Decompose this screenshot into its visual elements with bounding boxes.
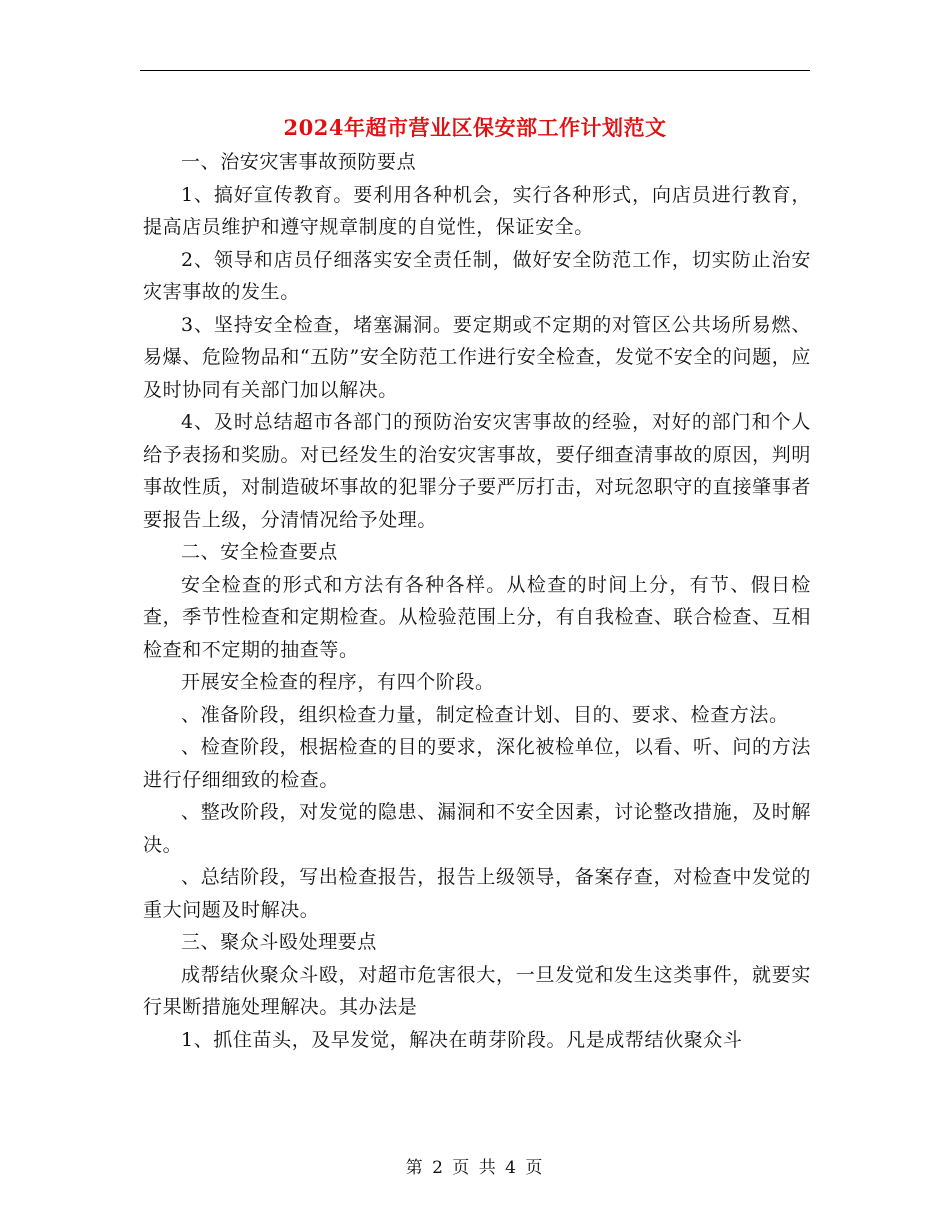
paragraph: 开展安全检查的程序，有四个阶段。 [181, 671, 495, 693]
paragraph: 一、治安灾害事故预防要点 [181, 151, 417, 173]
paragraph: 二、安全检查要点 [181, 541, 338, 563]
document-title: 2024年超市营业区保安部工作计划范文 [283, 115, 667, 140]
paragraph: 、总结阶段，写出检查报告，报告上级领导，备案存查，对检查中发觉的重大问题及时解决。 [143, 866, 811, 921]
paragraph: 安全检查的形式和方法有各种各样。从检查的时间上分，有节、假日检查，季节性检查和定期检查。从检验范围上分，有自我检查、联合检查、互相检查和不定期的抽查等。 [143, 573, 811, 661]
document-body [143, 146, 811, 1056]
paragraph: 、整改阶段，对发觉的隐患、漏洞和不安全因素，讨论整改措施，及时解决。 [143, 801, 811, 856]
paragraph: 、准备阶段，组织检查力量，制定检查计划、目的、要求、检查方法。 [181, 703, 789, 726]
paragraph: 1、搞好宣传教育。要利用各种机会，实行各种形式，向店员进行教育，提高店员维护和遵守规章制度的自觉性，保证安全。 [143, 183, 811, 238]
paragraph: 1、抓住苗头，及早发觉，解决在萌芽阶段。凡是成帮结伙聚众斗 [181, 1028, 743, 1051]
paragraph: 三、聚众斗殴处理要点 [181, 931, 378, 953]
paragraph: 3、坚持安全检查，堵塞漏洞。要定期或不定期的对管区公共场所易燃、易爆、危险物品和“五防”安全防范工作进行安全检查，发觉不安全的问题，应及时协同有关部门加以解决。 [143, 313, 811, 401]
header-rule [140, 70, 810, 71]
paragraph: 、检查阶段，根据检查的目的要求，深化被检单位，以看、听、问的方法进行仔细细致的检查。 [143, 736, 811, 791]
paragraph: 2、领导和店员仔细落实安全责任制，做好安全防范工作，切实防止治安灾害事故的发生。 [143, 248, 811, 303]
paragraph: 成帮结伙聚众斗殴，对超市危害很大，一旦发觉和发生这类事件，就要实行果断措施处理解决。其办法是 [143, 963, 811, 1018]
paragraph: 4、及时总结超市各部门的预防治安灾害事故的经验，对好的部门和个人给予表扬和奖励。对已经发生的治安灾害事故，要仔细查清事故的原因，判明事故性质，对制造破坏事故的犯罪分子要严厉打击，对玩忽职守的直接肇事者要报告上级，分清情况给予处理。 [143, 411, 811, 531]
page-number-footer: 第 2 页 共 4 页 [405, 1158, 545, 1178]
